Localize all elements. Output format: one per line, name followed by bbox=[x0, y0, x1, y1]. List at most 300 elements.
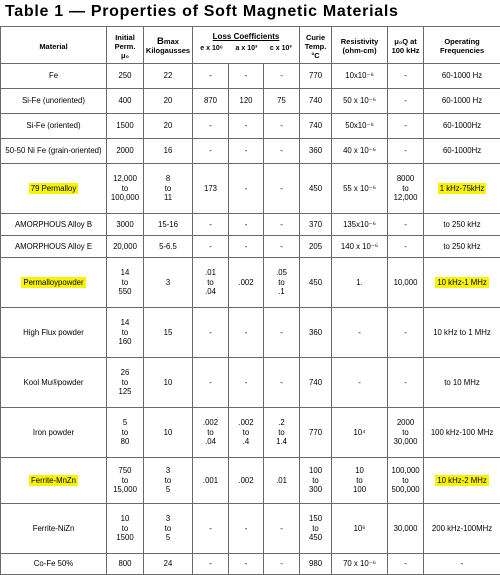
cell-value: 10x10⁻⁶ bbox=[345, 71, 374, 80]
cell-curie-temp bbox=[300, 236, 332, 258]
frequency-value: to 250 kHz bbox=[443, 220, 480, 229]
cell-value: 10 bbox=[121, 514, 130, 523]
cell-value: .05 bbox=[276, 268, 287, 277]
table-row bbox=[1, 308, 500, 358]
table-body bbox=[1, 64, 500, 575]
cell-value: to bbox=[312, 476, 319, 485]
cell-value: - bbox=[209, 242, 212, 251]
cell-value: .002 bbox=[238, 418, 253, 427]
cell-value: 14 bbox=[121, 268, 130, 277]
cell-value: to bbox=[243, 428, 250, 437]
cell-curie-temp bbox=[300, 258, 332, 308]
cell-loss-e bbox=[193, 64, 229, 89]
cell-bmax bbox=[144, 64, 193, 89]
cell-loss-c bbox=[264, 258, 300, 308]
cell-initial-perm bbox=[107, 308, 144, 358]
cell-value: 30,000 bbox=[394, 437, 418, 446]
cell-material bbox=[1, 554, 107, 575]
header-operating-frequencies: Operating Frequencies bbox=[424, 27, 500, 64]
cell-bmax bbox=[144, 458, 193, 504]
cell-value: to bbox=[122, 378, 129, 387]
cell-value: 75 bbox=[277, 96, 286, 105]
material-name: Co-Fe 50% bbox=[34, 559, 73, 568]
cell-value: 740 bbox=[309, 96, 322, 105]
cell-curie-temp bbox=[300, 139, 332, 164]
cell-value: .1 bbox=[278, 287, 285, 296]
cell-value: 870 bbox=[204, 96, 217, 105]
cell-value: 160 bbox=[118, 337, 131, 346]
cell-value: 70 x 10⁻⁶ bbox=[343, 559, 376, 568]
cell-loss-a bbox=[229, 236, 264, 258]
cell-value: - bbox=[280, 242, 283, 251]
cell-operating-frequencies bbox=[424, 408, 500, 458]
cell-loss-a bbox=[229, 114, 264, 139]
cell-value: to bbox=[402, 428, 409, 437]
cell-value: - bbox=[209, 378, 212, 387]
cell-initial-perm bbox=[107, 358, 144, 408]
cell-resistivity bbox=[332, 139, 388, 164]
cell-value: 5 bbox=[166, 485, 170, 494]
header-resistivity: Resistivity (ohm-cm) bbox=[332, 27, 388, 64]
cell-value: - bbox=[404, 220, 407, 229]
cell-operating-frequencies bbox=[424, 458, 500, 504]
cell-value: 800 bbox=[118, 559, 131, 568]
cell-loss-a bbox=[229, 408, 264, 458]
material-name: 50-50 Ni Fe (grain-oriented) bbox=[5, 146, 101, 155]
table-row bbox=[1, 114, 500, 139]
cell-initial-perm bbox=[107, 236, 144, 258]
cell-value: to bbox=[165, 476, 172, 485]
table-title: Table 1 — Properties of Soft Magnetic Materials bbox=[0, 0, 500, 26]
cell-muq bbox=[388, 236, 424, 258]
frequency-value: to 10 MHz bbox=[444, 378, 480, 387]
cell-loss-a bbox=[229, 504, 264, 554]
cell-value: - bbox=[209, 328, 212, 337]
cell-material bbox=[1, 504, 107, 554]
cell-value: - bbox=[245, 524, 248, 533]
cell-curie-temp bbox=[300, 89, 332, 114]
cell-material bbox=[1, 139, 107, 164]
cell-material bbox=[1, 458, 107, 504]
cell-value: 1500 bbox=[116, 533, 133, 542]
frequency-value: 10 kHz to 1 MHz bbox=[433, 328, 491, 337]
cell-value: 3 bbox=[166, 278, 170, 287]
cell-value: - bbox=[245, 559, 248, 568]
cell-value: 370 bbox=[309, 220, 322, 229]
cell-material bbox=[1, 64, 107, 89]
cell-loss-a bbox=[229, 64, 264, 89]
cell-value: - bbox=[404, 146, 407, 155]
cell-value: - bbox=[209, 146, 212, 155]
cell-loss-e bbox=[193, 308, 229, 358]
table-row bbox=[1, 408, 500, 458]
cell-curie-temp bbox=[300, 458, 332, 504]
cell-bmax bbox=[144, 114, 193, 139]
cell-value: to bbox=[122, 428, 129, 437]
cell-value: 740 bbox=[309, 121, 322, 130]
cell-value: 250 bbox=[118, 71, 131, 80]
cell-loss-e bbox=[193, 258, 229, 308]
header-row bbox=[1, 27, 500, 64]
cell-curie-temp bbox=[300, 114, 332, 139]
material-name: High Flux powder bbox=[23, 328, 84, 337]
cell-initial-perm bbox=[107, 408, 144, 458]
table-row bbox=[1, 458, 500, 504]
cell-resistivity bbox=[332, 258, 388, 308]
cell-value: - bbox=[404, 96, 407, 105]
cell-value: .002 bbox=[238, 476, 253, 485]
cell-operating-frequencies bbox=[424, 554, 500, 575]
cell-curie-temp bbox=[300, 164, 332, 214]
cell-value: 20,000 bbox=[113, 242, 137, 251]
cell-value: 360 bbox=[309, 146, 322, 155]
material-name: 79 Permalloy bbox=[29, 183, 79, 194]
cell-initial-perm bbox=[107, 504, 144, 554]
cell-value: 50x10⁻⁶ bbox=[345, 121, 374, 130]
cell-material bbox=[1, 114, 107, 139]
cell-curie-temp bbox=[300, 408, 332, 458]
cell-loss-e bbox=[193, 236, 229, 258]
cell-value: 14 bbox=[121, 318, 130, 327]
cell-muq bbox=[388, 89, 424, 114]
header-loss-a: a x 10³ bbox=[236, 44, 258, 53]
cell-value: - bbox=[404, 328, 407, 337]
cell-loss-e bbox=[193, 504, 229, 554]
cell-operating-frequencies bbox=[424, 504, 500, 554]
material-name: AMORPHOUS Alloy E bbox=[15, 242, 92, 251]
cell-value: - bbox=[245, 378, 248, 387]
cell-resistivity bbox=[332, 358, 388, 408]
cell-value: 22 bbox=[164, 71, 173, 80]
cell-loss-a bbox=[229, 458, 264, 504]
cell-value: 50 x 10⁻⁶ bbox=[343, 96, 376, 105]
cell-initial-perm bbox=[107, 258, 144, 308]
cell-curie-temp bbox=[300, 554, 332, 575]
frequency-value: 60-1000Hz bbox=[443, 146, 481, 155]
table-row bbox=[1, 164, 500, 214]
cell-loss-e bbox=[193, 114, 229, 139]
cell-value: 750 bbox=[118, 466, 131, 475]
cell-loss-c bbox=[264, 89, 300, 114]
cell-muq bbox=[388, 504, 424, 554]
frequency-value: 200 kHz-100MHz bbox=[432, 524, 492, 533]
cell-value: 100 bbox=[353, 485, 366, 494]
cell-value: 2000 bbox=[116, 146, 133, 155]
cell-loss-e bbox=[193, 89, 229, 114]
material-name: Si-Fe (unoriented) bbox=[22, 96, 85, 105]
cell-value: 5 bbox=[166, 533, 170, 542]
cell-value: 8 bbox=[166, 174, 170, 183]
cell-bmax bbox=[144, 258, 193, 308]
cell-value: 80 bbox=[121, 437, 130, 446]
header-loss-e: e x 10⁶ bbox=[200, 44, 223, 53]
cell-value: to bbox=[122, 476, 129, 485]
cell-value: to bbox=[402, 476, 409, 485]
cell-value: - bbox=[280, 559, 283, 568]
cell-loss-c bbox=[264, 408, 300, 458]
cell-value: .04 bbox=[205, 437, 216, 446]
cell-material bbox=[1, 258, 107, 308]
cell-loss-c bbox=[264, 308, 300, 358]
cell-material bbox=[1, 214, 107, 236]
cell-material bbox=[1, 408, 107, 458]
cell-value: - bbox=[280, 220, 283, 229]
cell-value: - bbox=[209, 121, 212, 130]
cell-resistivity bbox=[332, 408, 388, 458]
cell-value: to bbox=[402, 184, 409, 193]
cell-value: 10,000 bbox=[394, 278, 418, 287]
cell-muq bbox=[388, 554, 424, 575]
cell-value: - bbox=[245, 146, 248, 155]
material-name: Iron powder bbox=[33, 428, 74, 437]
cell-loss-c bbox=[264, 64, 300, 89]
cell-value: .002 bbox=[203, 418, 218, 427]
frequency-value: 60-1000Hz bbox=[443, 121, 481, 130]
cell-bmax bbox=[144, 164, 193, 214]
cell-curie-temp bbox=[300, 214, 332, 236]
cell-curie-temp bbox=[300, 504, 332, 554]
cell-operating-frequencies bbox=[424, 308, 500, 358]
cell-value: 20 bbox=[164, 96, 173, 105]
table-row bbox=[1, 236, 500, 258]
cell-muq bbox=[388, 164, 424, 214]
cell-value: 55 x 10⁻⁶ bbox=[343, 184, 376, 193]
cell-value: 360 bbox=[309, 328, 322, 337]
cell-value: to bbox=[122, 184, 129, 193]
cell-loss-a bbox=[229, 554, 264, 575]
header-loss-coefficients: Loss Coefficients e x 10⁶ a x 10³ c x 10³ bbox=[193, 27, 300, 64]
cell-value: to bbox=[207, 278, 214, 287]
cell-value: - bbox=[280, 378, 283, 387]
cell-loss-e bbox=[193, 358, 229, 408]
cell-value: 10 bbox=[164, 428, 173, 437]
cell-material bbox=[1, 164, 107, 214]
cell-value: to bbox=[122, 328, 129, 337]
cell-value: 15 bbox=[164, 328, 173, 337]
cell-material bbox=[1, 308, 107, 358]
header-bmax: Bmax Kilogausses bbox=[144, 27, 193, 64]
cell-operating-frequencies bbox=[424, 114, 500, 139]
cell-value: 125 bbox=[118, 387, 131, 396]
cell-value: 205 bbox=[309, 242, 322, 251]
cell-resistivity bbox=[332, 236, 388, 258]
cell-loss-a bbox=[229, 164, 264, 214]
cell-bmax bbox=[144, 408, 193, 458]
cell-initial-perm bbox=[107, 114, 144, 139]
header-loss-c: c x 10³ bbox=[270, 44, 292, 53]
cell-value: 3000 bbox=[116, 220, 133, 229]
cell-value: 400 bbox=[118, 96, 131, 105]
cell-value: - bbox=[245, 71, 248, 80]
cell-value: 173 bbox=[204, 184, 217, 193]
cell-loss-a bbox=[229, 258, 264, 308]
properties-table bbox=[0, 26, 500, 575]
cell-value: - bbox=[358, 328, 361, 337]
cell-loss-c bbox=[264, 504, 300, 554]
header-initial-perm: Initial Perm. μ₀ bbox=[107, 27, 144, 64]
cell-value: 5-6.5 bbox=[159, 242, 177, 251]
cell-operating-frequencies bbox=[424, 164, 500, 214]
cell-material bbox=[1, 236, 107, 258]
cell-loss-a bbox=[229, 358, 264, 408]
cell-loss-e bbox=[193, 214, 229, 236]
cell-value: - bbox=[280, 184, 283, 193]
cell-value: 740 bbox=[309, 378, 322, 387]
frequency-value: - bbox=[461, 559, 464, 568]
table-row bbox=[1, 89, 500, 114]
frequency-value: 60-1000 Hz bbox=[442, 71, 482, 80]
cell-value: .01 bbox=[276, 476, 287, 485]
cell-value: 1.4 bbox=[276, 437, 287, 446]
cell-bmax bbox=[144, 214, 193, 236]
cell-value: to bbox=[165, 524, 172, 533]
material-name: Si-Fe (oriented) bbox=[26, 121, 80, 130]
cell-value: 1500 bbox=[116, 121, 133, 130]
cell-loss-c bbox=[264, 214, 300, 236]
cell-value: to bbox=[165, 184, 172, 193]
material-name: Kool Mu®powder bbox=[24, 378, 84, 387]
material-name: Permalloypowder bbox=[21, 277, 85, 288]
cell-initial-perm bbox=[107, 164, 144, 214]
cell-bmax bbox=[144, 308, 193, 358]
cell-value: 3 bbox=[166, 514, 170, 523]
cell-loss-a bbox=[229, 308, 264, 358]
cell-value: 40 x 10⁻⁶ bbox=[343, 146, 376, 155]
cell-loss-e bbox=[193, 164, 229, 214]
frequency-value: 1 kHz-75kHz bbox=[438, 183, 487, 194]
cell-value: to bbox=[278, 428, 285, 437]
cell-operating-frequencies bbox=[424, 358, 500, 408]
cell-initial-perm bbox=[107, 89, 144, 114]
cell-muq bbox=[388, 114, 424, 139]
cell-loss-c bbox=[264, 164, 300, 214]
cell-value: 450 bbox=[309, 184, 322, 193]
cell-value: 150 bbox=[309, 514, 322, 523]
frequency-value: 100 kHz-100 MHz bbox=[431, 428, 493, 437]
cell-material bbox=[1, 358, 107, 408]
header-material: Material bbox=[1, 27, 107, 64]
cell-value: .4 bbox=[243, 437, 250, 446]
cell-value: - bbox=[245, 184, 248, 193]
cell-value: - bbox=[280, 71, 283, 80]
cell-curie-temp bbox=[300, 308, 332, 358]
cell-muq bbox=[388, 139, 424, 164]
cell-muq bbox=[388, 308, 424, 358]
cell-value: - bbox=[358, 378, 361, 387]
cell-operating-frequencies bbox=[424, 258, 500, 308]
cell-value: 10⁶ bbox=[354, 524, 366, 533]
cell-operating-frequencies bbox=[424, 214, 500, 236]
cell-loss-e bbox=[193, 458, 229, 504]
material-name: Fe bbox=[49, 71, 58, 80]
cell-loss-a bbox=[229, 214, 264, 236]
cell-value: 30,000 bbox=[394, 524, 418, 533]
cell-loss-a bbox=[229, 139, 264, 164]
cell-resistivity bbox=[332, 89, 388, 114]
cell-value: - bbox=[280, 146, 283, 155]
cell-loss-c bbox=[264, 554, 300, 575]
cell-initial-perm bbox=[107, 64, 144, 89]
cell-loss-c bbox=[264, 458, 300, 504]
cell-value: 10⁴ bbox=[354, 428, 366, 437]
cell-value: .04 bbox=[205, 287, 216, 296]
cell-value: - bbox=[280, 524, 283, 533]
cell-muq bbox=[388, 64, 424, 89]
cell-value: to bbox=[122, 524, 129, 533]
cell-bmax bbox=[144, 236, 193, 258]
cell-value: - bbox=[404, 378, 407, 387]
cell-curie-temp bbox=[300, 64, 332, 89]
cell-value: 450 bbox=[309, 278, 322, 287]
table-row bbox=[1, 358, 500, 408]
cell-resistivity bbox=[332, 458, 388, 504]
frequency-value: 10 kHz-1 MHz bbox=[435, 277, 488, 288]
material-name: AMORPHOUS Alloy B bbox=[15, 220, 92, 229]
cell-bmax bbox=[144, 504, 193, 554]
table-row bbox=[1, 504, 500, 554]
cell-value: .001 bbox=[203, 476, 218, 485]
cell-initial-perm bbox=[107, 554, 144, 575]
cell-value: 770 bbox=[309, 428, 322, 437]
cell-value: - bbox=[209, 524, 212, 533]
table-row bbox=[1, 214, 500, 236]
cell-value: 26 bbox=[121, 368, 130, 377]
cell-loss-c bbox=[264, 236, 300, 258]
cell-loss-a bbox=[229, 89, 264, 114]
cell-loss-c bbox=[264, 114, 300, 139]
frequency-value: to 250 kHz bbox=[443, 242, 480, 251]
cell-value: 8000 bbox=[397, 174, 414, 183]
cell-value: 12,000 bbox=[113, 174, 137, 183]
cell-resistivity bbox=[332, 554, 388, 575]
cell-value: - bbox=[245, 328, 248, 337]
cell-value: .002 bbox=[238, 278, 253, 287]
cell-value: 100 bbox=[309, 466, 322, 475]
cell-value: - bbox=[245, 242, 248, 251]
cell-value: 300 bbox=[309, 485, 322, 494]
cell-value: - bbox=[209, 220, 212, 229]
cell-value: - bbox=[404, 242, 407, 251]
cell-muq bbox=[388, 458, 424, 504]
cell-material bbox=[1, 89, 107, 114]
cell-value: - bbox=[245, 121, 248, 130]
cell-muq bbox=[388, 214, 424, 236]
cell-value: 10 bbox=[164, 378, 173, 387]
cell-value: to bbox=[207, 428, 214, 437]
cell-value: 15,000 bbox=[113, 485, 137, 494]
cell-value: - bbox=[280, 328, 283, 337]
cell-value: - bbox=[280, 121, 283, 130]
cell-resistivity bbox=[332, 308, 388, 358]
cell-value: to bbox=[356, 476, 363, 485]
cell-value: 2000 bbox=[397, 418, 414, 427]
material-name: Ferrite-MnZn bbox=[29, 475, 78, 486]
cell-loss-e bbox=[193, 408, 229, 458]
frequency-value: 10 kHz-2 MHz bbox=[435, 475, 488, 486]
cell-value: - bbox=[404, 71, 407, 80]
cell-value: - bbox=[209, 71, 212, 80]
cell-loss-c bbox=[264, 358, 300, 408]
cell-initial-perm bbox=[107, 458, 144, 504]
cell-bmax bbox=[144, 358, 193, 408]
cell-value: 11 bbox=[164, 193, 172, 202]
table-row bbox=[1, 64, 500, 89]
cell-curie-temp bbox=[300, 358, 332, 408]
cell-value: 135x10⁻⁶ bbox=[343, 220, 376, 229]
cell-value: .01 bbox=[205, 268, 216, 277]
cell-operating-frequencies bbox=[424, 64, 500, 89]
table-row bbox=[1, 258, 500, 308]
